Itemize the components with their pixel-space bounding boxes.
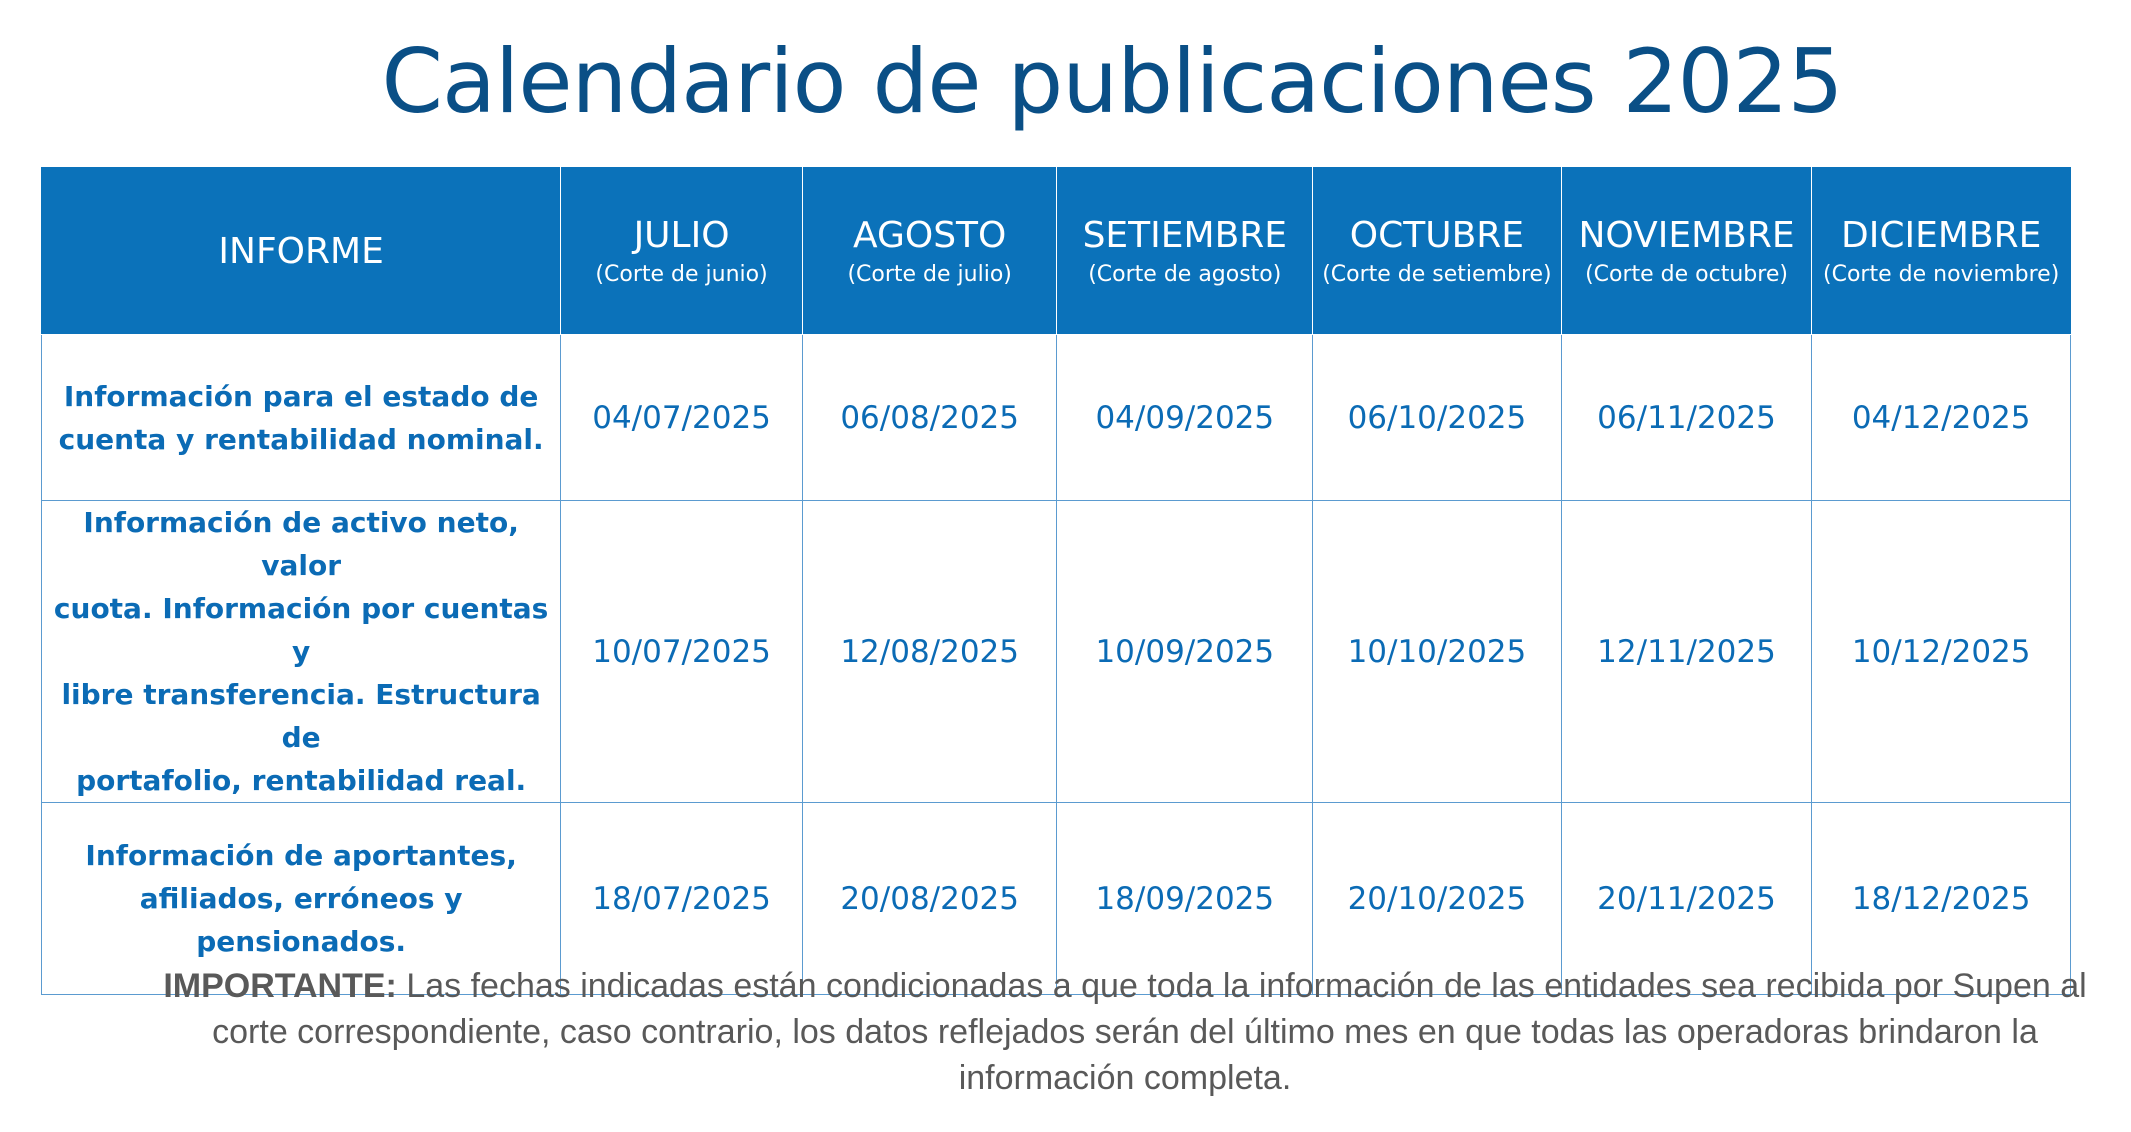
date-cell: 06/10/2025: [1313, 335, 1562, 501]
month-name: OCTUBRE: [1349, 215, 1525, 256]
month-name: JULIO: [633, 215, 730, 256]
date-cell: 18/12/2025: [1812, 803, 2071, 995]
table-row: [42, 501, 2071, 803]
month-cutoff: (Corte de setiembre): [1322, 262, 1552, 287]
month-name: SETIEMBRE: [1082, 215, 1288, 256]
date-cell: 12/11/2025: [1561, 501, 1812, 803]
report-name: Información para el estado de cuenta y rentabilidad nominal.: [42, 335, 561, 501]
month-name: AGOSTO: [852, 215, 1007, 256]
publication-calendar-table: [41, 167, 2071, 995]
date-cell: 10/10/2025: [1313, 501, 1562, 803]
month-name: NOVIEMBRE: [1578, 215, 1795, 256]
header-month-julio: [561, 168, 803, 335]
date-cell: 10/12/2025: [1812, 501, 2071, 803]
date-cell: 20/10/2025: [1313, 803, 1562, 995]
month-cutoff: (Corte de junio): [595, 262, 768, 287]
date-cell: 18/07/2025: [561, 803, 803, 995]
report-name: Información de activo neto, valor cuota. Información por cuentas y libre transferencia. Estructura de portafolio, rentabilidad real.: [42, 501, 561, 803]
month-name: DICIEMBRE: [1840, 215, 2042, 256]
header-month-setiembre: [1057, 168, 1313, 335]
table-row: [42, 335, 2071, 501]
month-cutoff: (Corte de noviembre): [1823, 262, 2060, 287]
page-title: Calendario de publicaciones 2025: [381, 30, 1843, 133]
important-label: IMPORTANTE:: [163, 967, 397, 1005]
header-month-diciembre: [1812, 168, 2071, 335]
date-cell: 12/08/2025: [802, 501, 1057, 803]
date-cell: 04/12/2025: [1812, 335, 2071, 501]
header-month-agosto: [802, 168, 1057, 335]
date-cell: 10/09/2025: [1057, 501, 1313, 803]
month-cutoff: (Corte de octubre): [1585, 262, 1788, 287]
date-cell: 20/11/2025: [1561, 803, 1812, 995]
date-cell: 18/09/2025: [1057, 803, 1313, 995]
date-cell: 10/07/2025: [561, 501, 803, 803]
month-cutoff: (Corte de julio): [847, 262, 1012, 287]
month-cutoff: (Corte de agosto): [1088, 262, 1282, 287]
date-cell: 20/08/2025: [802, 803, 1057, 995]
date-cell: 06/08/2025: [802, 335, 1057, 501]
report-name: Información de aportantes, afiliados, erróneos y pensionados.: [42, 803, 561, 995]
header-month-octubre: [1313, 168, 1562, 335]
important-note: [135, 963, 2115, 1101]
important-text: Las fechas indicadas están condicionadas a que toda la información de las entidades sea recibida por Supen al corte correspondiente, caso contrario, los datos reflejados serán del último mes en que todas las operadoras brindaron la información completa.: [212, 967, 2087, 1097]
header-informe: INFORME: [42, 168, 561, 335]
table-header-row: [42, 168, 2071, 335]
date-cell: 04/07/2025: [561, 335, 803, 501]
date-cell: 06/11/2025: [1561, 335, 1812, 501]
header-month-noviembre: [1561, 168, 1812, 335]
date-cell: 04/09/2025: [1057, 335, 1313, 501]
